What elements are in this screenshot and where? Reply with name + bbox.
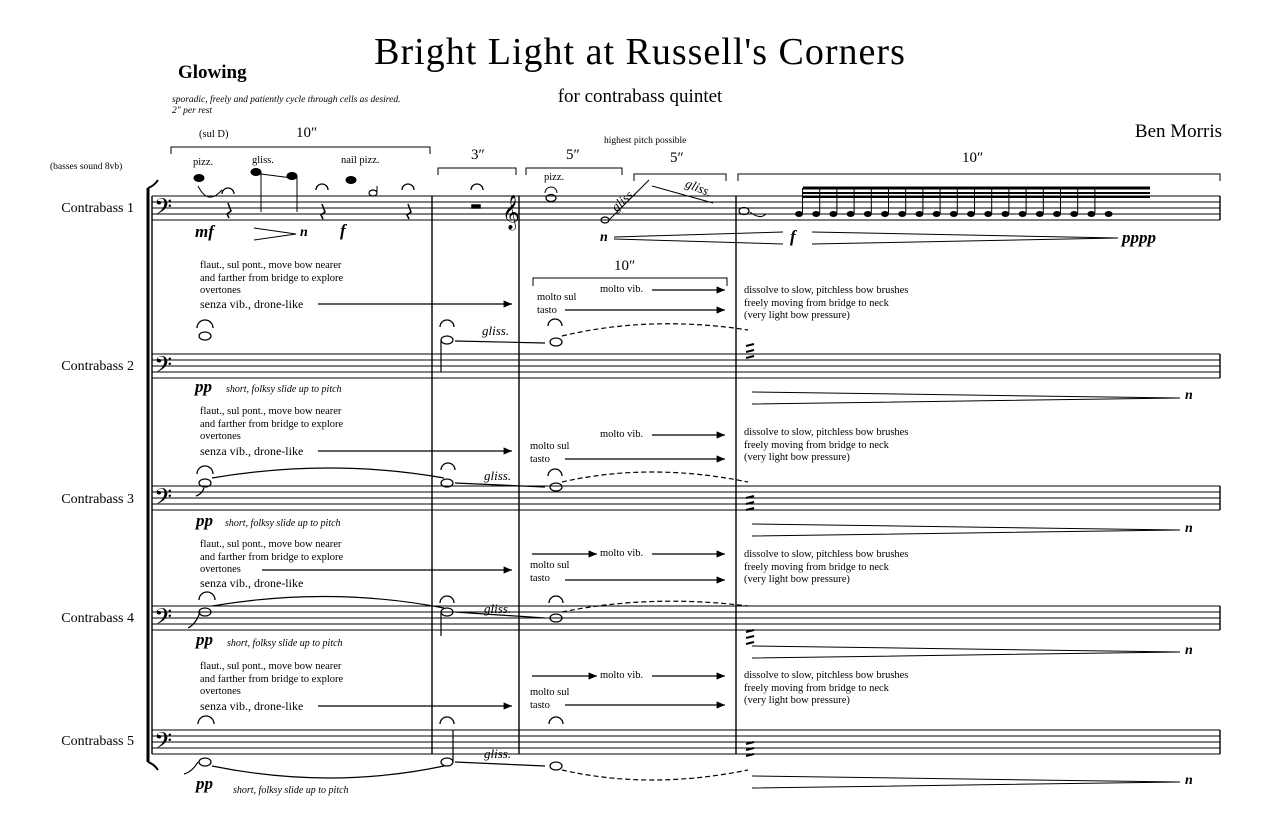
run-notehead [1105,211,1113,217]
cb4-dyn-pp: pp [196,630,213,649]
instrument-name-cb4: Contrabass 4 [61,611,134,626]
cb2-dyn-n: n [1185,388,1193,403]
composer-name: Ben Morris [1134,121,1222,142]
cb5-molto-vib: molto vib. [600,670,644,681]
cb3-molto-sul: molto sul tasto [530,441,570,465]
run-notehead [812,211,820,217]
cb1-duration-3: 5″ [566,147,580,163]
run-notehead [1001,211,1009,217]
cb3-senza-vib: senza vib., drone-like [200,444,304,458]
instrument-name-cb1: Contrabass 1 [61,201,134,216]
rest-icons [227,203,480,219]
run-notehead [1070,211,1078,217]
system-bracket [148,180,158,770]
run-notehead [881,211,889,217]
treble-clef-icon: 𝄞 [502,195,520,230]
cb2-molto-sul: molto sul tasto [537,292,577,316]
cb3-molto-vib: molto vib. [600,429,644,440]
cb4-senza-vib: senza vib., drone-like [200,576,304,590]
cb1-dyn-n1: n [300,225,308,240]
cb4-dissolve-text: dissolve to slow, pitchless bow brushes freely moving from bridge to neck (very light bow pressure) [744,549,909,585]
cb5-senza-vib: senza vib., drone-like [200,699,304,713]
cb4-molto-vib: molto vib. [600,548,644,559]
cb3-dyn-pp: pp [196,511,213,530]
cb1-duration-1: 10″ [296,125,318,141]
cb5-slide-text: short, folksy slide up to pitch [233,785,349,796]
cb1-duration-4: 5″ [670,150,684,166]
cb1-string: (sul D) [199,129,229,140]
cb5-dissolve-text: dissolve to slow, pitchless bow brushes freely moving from bridge to neck (very light bow pressure) [744,670,909,706]
tempo-marking: Glowing [178,62,247,83]
cb4-dyn-n: n [1185,643,1193,658]
cb5-molto-sul: molto sul tasto [530,687,570,711]
cb1-gliss-b: gliss. [683,175,715,200]
cb3-dissolve-text: dissolve to slow, pitchless bow brushes freely moving from bridge to neck (very light bow pressure) [744,427,909,463]
run-notehead [984,211,992,217]
cb1-dyn-f1: f [340,221,346,240]
run-notehead [1053,211,1061,217]
cb1-gliss-a: gliss. [608,184,639,215]
cb1-pizz: pizz. [193,157,214,168]
cb2-slide-text: short, folksy slide up to pitch [226,384,342,395]
instrument-name-cb5: Contrabass 5 [61,734,134,749]
svg-text:𝄢: 𝄢 [154,727,173,760]
run-notehead [915,211,923,217]
staff-cb2 [152,354,1220,378]
staff-cb1 [152,196,1220,220]
cb2-dissolve-text: dissolve to slow, pitchless bow brushes freely moving from bridge to neck (very light bow pressure) [744,285,909,321]
cb1-dyn-n2: n [600,230,608,245]
piece-title: Bright Light at Russell's Corners [374,31,906,73]
run-notehead [864,211,872,217]
piece-subtitle: for contrabass quintet [557,86,723,107]
cb2-dyn-pp: pp [195,377,212,396]
run-notehead [847,211,855,217]
run-notehead [950,211,958,217]
run-notehead [1087,211,1095,217]
performance-note-line-1: sporadic, freely and patiently cycle through cells as desired. [172,95,401,105]
cb3-flaut-text: flaut., sul pont., move bow nearer and farther from bridge to explore overtones [200,406,344,442]
bass-clef-icon [154,193,172,760]
cb1-dyn-f2: f [790,227,796,246]
run-notehead [933,211,941,217]
cb3-dyn-n: n [1185,521,1193,536]
cb3-slide-text: short, folksy slide up to pitch [225,518,341,529]
run-notehead [1019,211,1027,217]
performance-note-line-2: 2" per rest [172,106,213,116]
staff-cb5 [152,730,1220,754]
cb1-hairpins [254,228,1118,244]
cb5-flaut-text: flaut., sul pont., move bow nearer and farther from bridge to explore overtones [200,661,344,697]
run-notehead [795,211,803,217]
staff-cb3 [152,486,1220,510]
cb4-flaut-text: flaut., sul pont., move bow nearer and farther from bridge to explore overtones [200,539,344,575]
cb1-dyn-pppp: pppp [1122,228,1156,247]
cb5-dyn-n: n [1185,773,1193,788]
svg-text:𝄢: 𝄢 [154,603,173,636]
cb1-dyn-mf: mf [195,222,214,241]
run-notehead [898,211,906,217]
cb1-highest-pitch: highest pitch possible [604,136,687,146]
run-notehead [1036,211,1044,217]
cb2-flaut-text: flaut., sul pont., move bow nearer and farther from bridge to explore overtones [200,260,344,296]
instrument-name-cb2: Contrabass 2 [61,359,134,374]
cb4-slide-text: short, folksy slide up to pitch [227,638,343,649]
cb2-duration: 10″ [614,258,636,274]
cb5-gliss: gliss. [484,746,512,761]
run-notehead [829,211,837,217]
cb1-nail-pizz: nail pizz. [341,155,380,166]
cb1-gliss-label: gliss. [252,155,274,166]
cb4-gliss: gliss. [484,601,512,616]
cb4-molto-sul: molto sul tasto [530,560,570,584]
cb1-duration-2: 3″ [471,147,485,163]
cb3-gliss: gliss. [484,468,512,483]
cb5-dyn-pp: pp [196,774,213,793]
svg-text:𝄢: 𝄢 [154,483,173,516]
octave-note: (basses sound 8vb) [50,162,123,172]
cb2-senza-vib: senza vib., drone-like [200,297,304,311]
cb1-duration-5: 10″ [962,150,984,166]
cb1-pizz-2: pizz. [544,172,565,183]
svg-text:𝄢: 𝄢 [154,193,173,226]
staff-cb4 [152,606,1220,630]
instrument-name-cb3: Contrabass 3 [61,492,134,507]
cb2-molto-vib: molto vib. [600,284,644,295]
run-notehead [967,211,975,217]
cb2-gliss: gliss. [482,323,510,338]
svg-text:𝄢: 𝄢 [154,351,173,384]
